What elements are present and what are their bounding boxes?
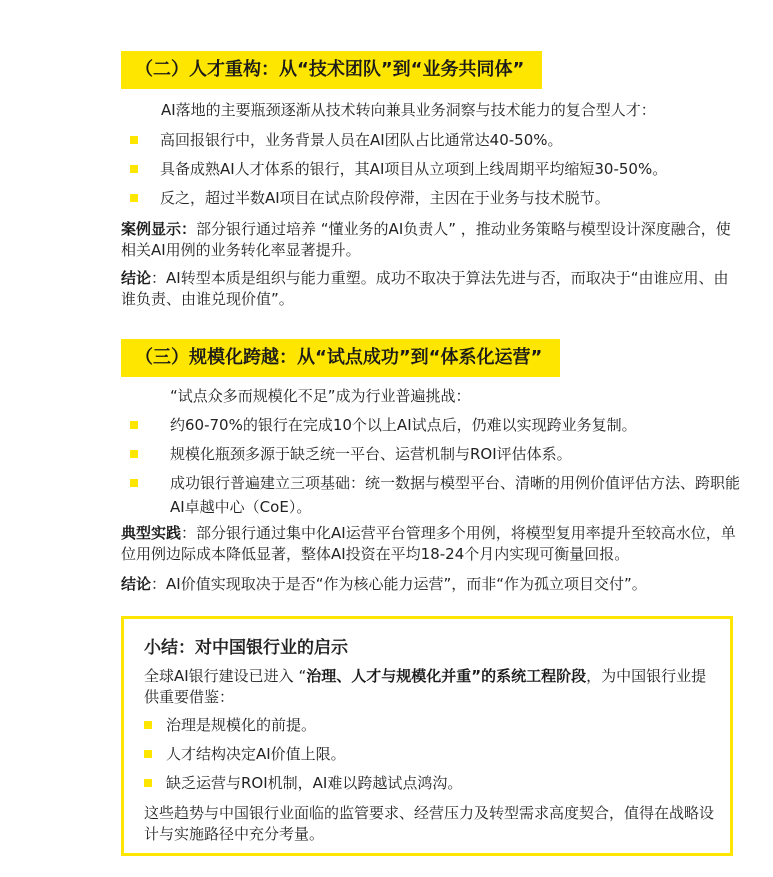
case-paragraph: [121, 219, 736, 261]
conclusion-text: ：AI转型本质是组织与能力重塑。成功不取决于算法先进与否，而取决于“由谁应用、由谁负责、由谁兑现价值”。: [121, 269, 729, 308]
bullet-square-icon: [144, 779, 152, 787]
list-item-text: 反之，超过半数AI项目在试点阶段停滞，主因在于业务与技术脱节。: [160, 189, 610, 207]
bullet-square-icon: [130, 136, 138, 144]
summary-title: 小结：对中国银行业的启示: [144, 638, 348, 658]
list-item: [130, 471, 740, 519]
section-heading-talent: （二）人才重构：从“技术团队”到“业务共同体”: [121, 51, 542, 89]
case-label: 案例显示：: [121, 220, 197, 238]
summary-box: [121, 616, 733, 856]
bullet-square-icon: [130, 421, 138, 429]
list-item: [144, 713, 719, 737]
list-item-text: 成功银行普遍建立三项基础：统一数据与模型平台、清晰的用例价值评估方法、跨职能AI卓越中心（CoE）。: [170, 474, 741, 516]
section-heading-scale: （三）规模化跨越：从“试点成功”到“体系化运营”: [121, 339, 560, 377]
bullet-square-icon: [144, 750, 152, 758]
list-item-text: 缺乏运营与ROI机制，AI难以跨越试点鸿沟。: [166, 774, 463, 792]
list-item: [130, 442, 740, 466]
practice-label: 典型实践: [121, 524, 182, 542]
list-item: [130, 128, 740, 152]
conclusion-text: ：AI价值实现取决于是否“作为核心能力运营”，而非“作为孤立项目交付”。: [151, 575, 647, 593]
list-item-text: 高回报银行中，业务背景人员在AI团队占比通常达40-50%。: [160, 131, 563, 149]
summary-intro-bold: 治理、人才与规模化并重”的系统工程阶段: [306, 667, 587, 685]
bullet-square-icon: [130, 479, 138, 487]
list-item: [130, 157, 740, 181]
summary-closing: 这些趋势与中国银行业面临的监管要求、经营压力及转型需求高度契合，值得在战略设计与实施路径中充分考量。: [144, 804, 715, 843]
section-intro: AI落地的主要瓶颈逐渐从技术转向兼具业务洞察与技术能力的复合型人才：: [161, 101, 656, 119]
bullet-square-icon: [130, 165, 138, 173]
conclusion-paragraph: [121, 268, 736, 310]
conclusion-label: 结论: [121, 575, 152, 593]
list-item: [144, 771, 719, 795]
list-item-text: 约60-70%的银行在完成10个以上AI试点后，仍难以实现跨业务复制。: [170, 416, 637, 434]
list-item: [144, 742, 719, 766]
bullet-square-icon: [130, 450, 138, 458]
conclusion-paragraph: [121, 574, 736, 595]
conclusion-label: 结论: [121, 269, 152, 287]
summary-intro-before: 全球AI银行建设已进入 “: [144, 667, 307, 685]
list-item-text: 人才结构决定AI价值上限。: [166, 745, 346, 763]
summary-intro-after: ，为中国银行业提供重要借鉴：: [144, 667, 707, 706]
list-item-text: 规模化瓶颈多源于缺乏统一平台、运营机制与ROI评估体系。: [170, 445, 572, 463]
bullet-square-icon: [130, 194, 138, 202]
summary-intro: [144, 666, 719, 708]
list-item: [130, 413, 740, 437]
practice-text: ：部分银行通过集中化AI运营平台管理多个用例，将模型复用率提升至较高水位，单位用例边际成本降低显著，整体AI投资在平均18-24个月内实现可衡量回报。: [121, 524, 736, 563]
practice-paragraph: [121, 523, 736, 565]
list-item-text: 具备成熟AI人才体系的银行，其AI项目从立项到上线周期平均缩短30-50%。: [160, 160, 668, 178]
case-text: 部分银行通过培养 “懂业务的AI负责人” ，推动业务策略与模型设计深度融合，使相关AI用例的业务转化率显著提升。: [121, 220, 731, 259]
list-item-text: 治理是规模化的前提。: [166, 716, 317, 734]
section-intro: “试点众多而规模化不足”成为行业普遍挑战：: [170, 387, 471, 405]
list-item: [130, 186, 740, 210]
bullet-square-icon: [144, 721, 152, 729]
